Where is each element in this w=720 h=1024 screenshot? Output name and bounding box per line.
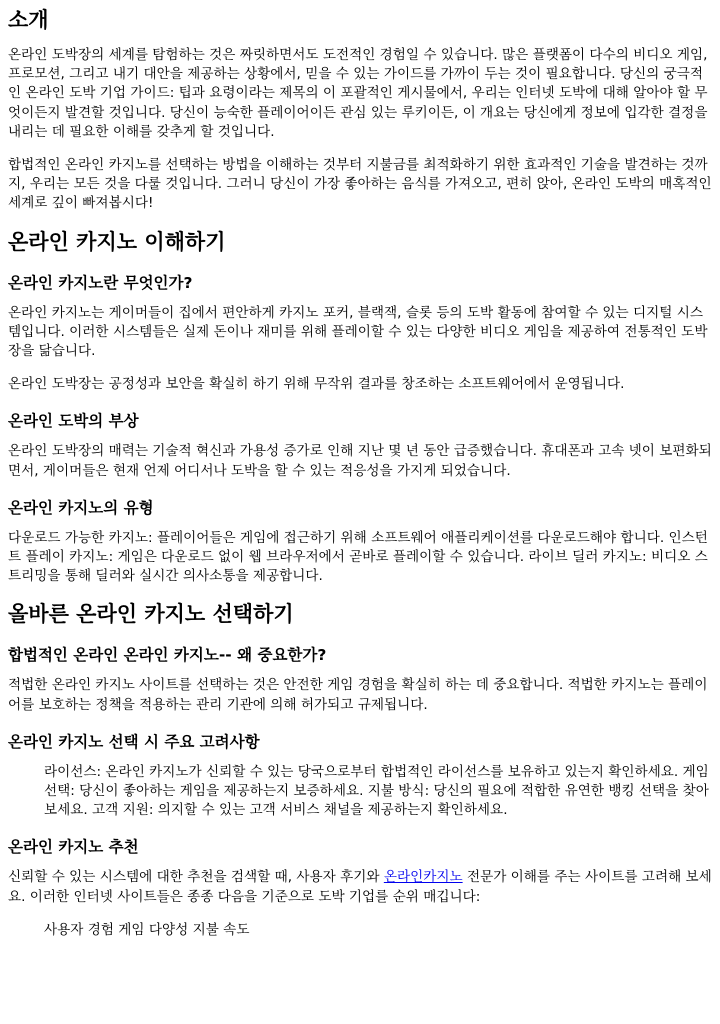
factors-blockquote: 라이선스: 온라인 카지노가 신뢰할 수 있는 당국으로부터 합법적인 라이선스를 보유하고 있는지 확인하세요. 게임 선택: 당신이 좋아하는 게임을 제공하는지 보증하세요. 지불 방식: 당신의 필요에 적합한 유연한 뱅킹 선택을 찾아보세요. 고객 지원: 의지할 수 있는 고객 서비스 채널을 제공하는지 확인하세요. <box>44 763 709 819</box>
rise-paragraph: 온라인 도박장의 매력는 기술적 혁신과 가용성 증가로 인해 지난 몇 년 동안 급증했습니다. 휴대폰과 고속 넷이 보편화되면서, 게이머들은 현재 언제 어디서나 도박을 할 수 있는 적응성을 가지게 되었습니다. <box>8 443 712 479</box>
intro-paragraph-1: 온라인 도박장의 세계를 탐험하는 것은 짜릿하면서도 도전적인 경험일 수 있습니다. 많은 플랫폼이 다수의 비디오 게임, 프로모션, 그리고 내기 대안을 제공하는 상황에서, 믿을 수 있는 가이드를 가까이 두는 것이 필요합니다. 당신의 궁극적인 온라인 도박 기업 가이드: 팁과 요령이라는 제목의 이 포괄적인 게시물에서, 우리는 인터넷 도박에 대해 알아야 할 무엇이든지 발견할 것입니다. 당신이 능숙한 플레이어이든 관심 있는 루키이든, 이 개요는 당신에게 정보에 입각한 결정을 내리는 데 필요한 이해를 갖추게 할 것입니다. <box>8 47 708 140</box>
recommendations-text-after: 전문가 이해를 주는 사이트를 고려해 보세요. 이러한 인터넷 사이트들은 종종 다음을 기준으로 도박 기업를 순위 매깁니다: <box>8 869 712 905</box>
online-casino-link[interactable]: 온라인카지노 <box>383 869 463 886</box>
criteria-blockquote: 사용자 경험 게임 다양성 지불 속도 <box>44 921 250 938</box>
factors-heading: 온라인 카지노 선택 시 주요 고려사항 <box>8 732 260 751</box>
what-is-casino-heading: 온라인 카지노란 무엇인가? <box>8 273 193 292</box>
recommendations-heading: 온라인 카지노 추천 <box>8 838 139 857</box>
choosing-heading: 올바른 온라인 카지노 선택하기 <box>8 602 294 627</box>
rise-heading: 온라인 도박의 부상 <box>8 412 139 431</box>
what-is-casino-paragraph-2: 온라인 도박장는 공정성과 보안을 확실히 하기 위해 무작위 결과를 창조하는 소프트웨어에서 운영됩니다. <box>8 376 625 393</box>
legal-heading: 합법적인 온라인 온라인 카지노-- 왜 중요한가? <box>8 646 327 665</box>
types-paragraph: 다운로드 가능한 카지노: 플레이어들은 게임에 접근하기 위해 소프트웨어 애플리케이션를 다운로드해야 합니다. 인스턴트 플레이 카지노: 게임은 다운로드 없이 웹 브라우저에서 곧바로 플레이할 수 있습니다. 라이브 딜러 카지노: 비디오 스트리밍을 통해 딜러와 실시간 의사소통을 제공합니다. <box>8 529 708 585</box>
understanding-heading: 온라인 카지노 이해하기 <box>8 229 226 254</box>
intro-heading: 소개 <box>8 8 49 32</box>
article <box>0 6 720 940</box>
recommendations-paragraph <box>8 868 712 906</box>
types-heading: 온라인 카지노의 유형 <box>8 498 154 517</box>
legal-paragraph: 적법한 온라인 카지노 사이트를 선택하는 것은 안전한 게임 경험을 확실히 하는 데 중요합니다. 적법한 카지노는 플레이어를 보호하는 정책을 적용하는 관리 기관에 의해 허가되고 규제됩니다. <box>8 677 708 713</box>
what-is-casino-paragraph-1: 온라인 카지노는 게이머들이 집에서 편안하게 카지노 포커, 블랙잭, 슬롯 등의 도박 활동에 참여할 수 있는 디지털 시스템입니다. 이러한 시스템들은 실제 돈이나 재미를 위해 플레이할 수 있는 다양한 비디오 게임을 제공하여 전통적인 도박장을 닮습니다. <box>8 304 708 360</box>
recommendations-text-before: 신뢰할 수 있는 시스템에 대한 추천을 검색할 때, 사용자 후기와 <box>8 869 384 886</box>
intro-paragraph-2: 합법적인 온라인 카지노를 선택하는 방법을 이해하는 것부터 지불금를 최적화하기 위한 효과적인 기술을 발견하는 것까지, 우리는 모든 것을 다룰 것입니다. 그러니 당신이 가장 좋아하는 음식를 가져오고, 편히 앉아, 온라인 도박의 매혹적인 세계로 깊이 빠져봅시다! <box>8 157 712 212</box>
